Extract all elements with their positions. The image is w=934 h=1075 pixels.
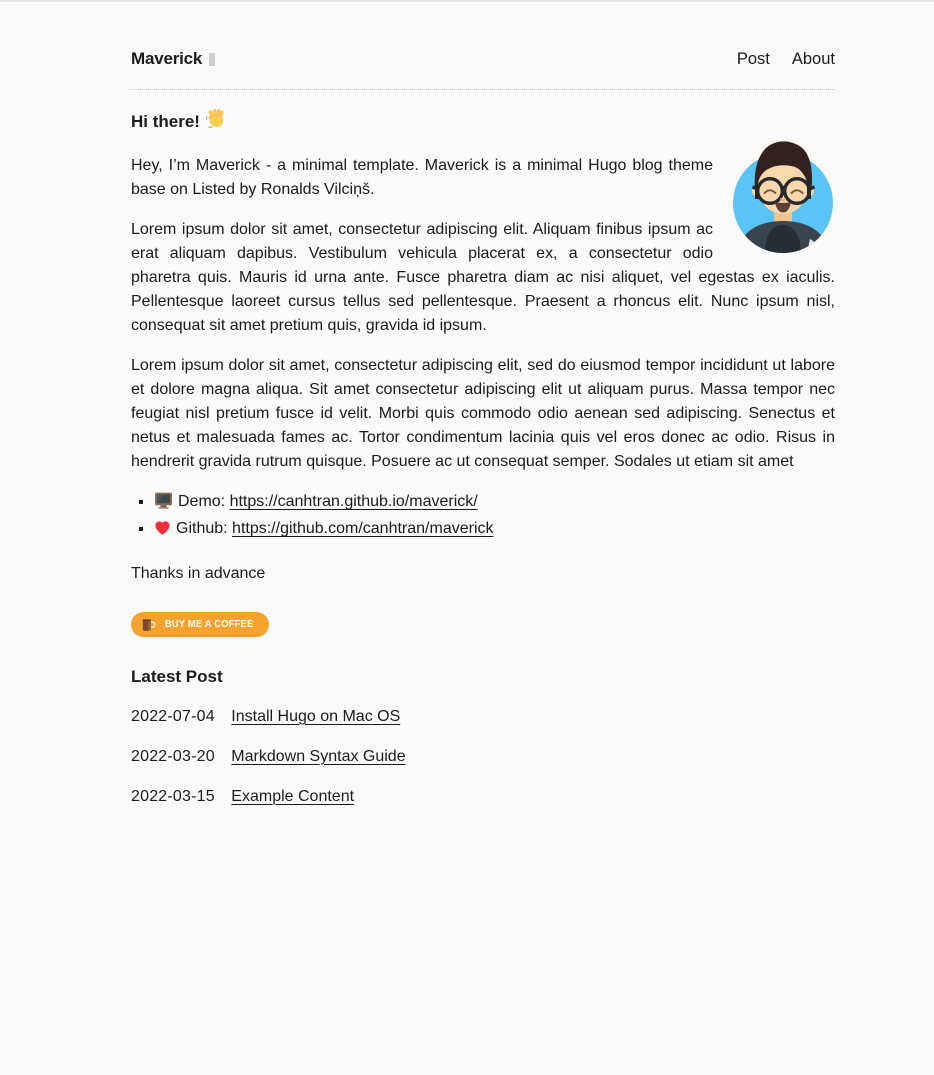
site-title-label: Maverick <box>131 49 203 68</box>
post-link-markdown-syntax[interactable]: Markdown Syntax Guide <box>231 747 406 765</box>
latest-post-heading: Latest Post <box>131 666 223 686</box>
post-row <box>131 785 835 809</box>
post-row <box>131 705 835 729</box>
intro-paragraph: Hey, I’m Maverick - a minimal template. Maverick is a minimal Hugo blog theme base on Listed by Ronalds Vilciņš. <box>131 157 713 198</box>
coffee-mug-icon <box>140 617 156 633</box>
post-date: 2022-07-04 <box>131 707 215 725</box>
post-date: 2022-03-15 <box>131 787 215 805</box>
about-section <box>131 154 835 638</box>
thanks-text: Thanks in advance <box>131 565 266 582</box>
buy-me-a-coffee-label: BUY ME A COFFEE <box>164 619 254 630</box>
lorem-paragraph-1: Lorem ipsum dolor sit amet, consectetur adipiscing elit. Aliquam finibus ipsum ac erat aliquam dapibus. Vestibulum vehicula placerat ex, a consectetur odio pharetra quis. Mauris id urna ante. Fusce pharetra diam ac nisi aliquet, vel egestas ex iaculis. Pellentesque laoreet cursus tellus sed pellentesque. Praesent a rhoncus elit. Nunc ipsum nisl, consequat sit amet pretium quis, gravida id ipsum. <box>131 221 835 334</box>
header-divider <box>131 89 835 90</box>
project-link-list <box>131 490 835 544</box>
list-item-label: Demo: <box>178 493 226 510</box>
desktop-computer-emoji-icon <box>154 492 173 517</box>
main-nav <box>737 50 835 69</box>
greeting-text: Hi there! <box>131 112 200 131</box>
demo-link[interactable]: https://canhtran.github.io/maverick/ <box>229 493 478 510</box>
page-container <box>131 2 835 809</box>
text-cursor-icon <box>209 53 215 66</box>
list-item-label: Github: <box>176 520 228 537</box>
waving-hand-emoji-icon <box>205 108 226 136</box>
list-item-github <box>154 517 835 544</box>
nav-item-about[interactable]: About <box>791 49 835 68</box>
red-heart-emoji-icon <box>154 520 171 544</box>
post-row <box>131 745 835 769</box>
post-date: 2022-03-20 <box>131 747 215 765</box>
greeting-heading <box>131 108 835 136</box>
lorem-paragraph-2: Lorem ipsum dolor sit amet, consectetur adipiscing elit, sed do eiusmod tempor incididunt ut labore et dolore magna aliqua. Sit amet consectetur adipiscing elit ut aliquam purus. Massa tempor nec feugiat nisl pretium fusce id velit. Morbi quis commodo odio aenean sed adipiscing. Senectus et netus et malesuada fames ac. Tortor condimentum lacinia quis vel eros donec ac odio. Risus in hendrerit gravida rutrum quisque. Posuere ac ut consequat semper. Sodales ut etiam sit amet <box>131 357 835 470</box>
nav-item-post[interactable]: Post <box>736 49 770 68</box>
buy-me-a-coffee-button[interactable] <box>131 612 269 637</box>
post-link-install-hugo[interactable]: Install Hugo on Mac OS <box>231 707 401 725</box>
list-item-demo <box>154 490 835 517</box>
github-link[interactable]: https://github.com/canhtran/maverick <box>232 520 494 537</box>
site-header <box>131 49 835 69</box>
author-avatar <box>731 138 835 253</box>
post-link-example-content[interactable]: Example Content <box>231 787 355 805</box>
site-title[interactable] <box>131 49 215 69</box>
